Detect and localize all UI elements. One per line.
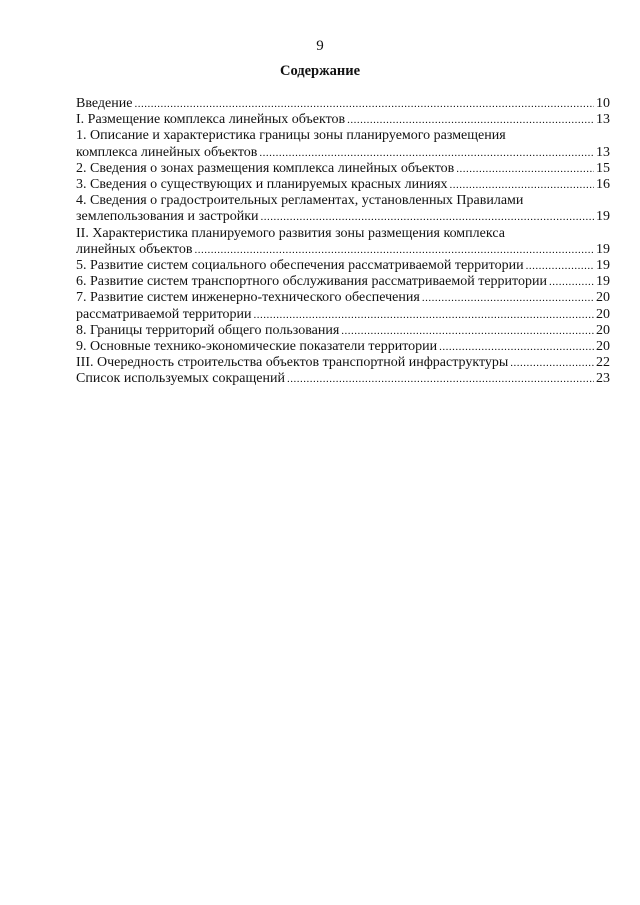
toc-entry-leader-row xyxy=(76,242,610,258)
dot-leader xyxy=(134,96,594,112)
toc-entry-page-number: 13 xyxy=(596,144,610,160)
toc-entry[interactable] xyxy=(76,307,610,323)
dot-leader xyxy=(259,145,594,161)
dot-leader xyxy=(261,209,594,225)
dot-leader xyxy=(456,161,594,177)
dot-leader xyxy=(510,355,594,371)
toc-entry-leader-row xyxy=(76,339,610,355)
page-number: 9 xyxy=(316,38,324,54)
toc-entry-text: I. Размещение комплекса линейных объектов xyxy=(76,112,346,128)
dot-leader xyxy=(287,371,594,387)
toc-entry[interactable] xyxy=(76,339,610,355)
toc-entry-text: землепользования и застройки xyxy=(76,209,259,225)
toc-entry-page-number: 22 xyxy=(596,355,610,371)
toc-entry-leader-row xyxy=(76,145,610,161)
toc-entry-page-number: 19 xyxy=(596,274,610,290)
toc-entry-text: рассматриваемой территории xyxy=(76,306,252,322)
toc-entry-leader-row xyxy=(76,355,610,371)
toc-entry-leader-row xyxy=(76,209,610,225)
toc-entry-text: 7. Развитие систем инженерно-технического обеспечения xyxy=(76,290,420,306)
toc-entry-leader-row xyxy=(76,274,610,290)
dot-leader xyxy=(526,258,594,274)
toc-entry-page-number: 19 xyxy=(596,258,610,274)
toc-entry-line: 4. Сведения о градостроительных регламентах, установленных Правилами xyxy=(76,193,524,209)
toc-entry-line: 1. Описание и характеристика границы зоны планируемого размещения xyxy=(76,128,506,144)
toc-entry-leader-row xyxy=(76,323,610,339)
dot-leader xyxy=(422,290,594,306)
toc-entry-leader-row xyxy=(76,177,610,193)
toc-entry-leader-row xyxy=(76,96,610,112)
toc-entry[interactable] xyxy=(76,355,610,371)
toc-entry-text: 9. Основные технико-экономические показатели территории xyxy=(76,339,438,355)
toc-entry[interactable] xyxy=(76,96,610,112)
dot-leader xyxy=(347,112,594,128)
toc-entry-text: Введение xyxy=(76,96,133,111)
dot-leader xyxy=(254,307,595,323)
dot-leader xyxy=(194,242,594,258)
toc-entry-leader-row xyxy=(76,258,610,274)
toc-entry-leader-row xyxy=(76,161,610,177)
toc-entry-text: 2. Сведения о зонах размещения комплекса линейных объектов xyxy=(76,160,455,176)
toc-entry-text: линейных объектов xyxy=(76,241,193,257)
toc-entry-text: 3. Сведения о существующих и планируемых красных линиях xyxy=(76,177,448,193)
toc-entry-page-number: 20 xyxy=(596,339,610,355)
toc-entry-leader-row xyxy=(76,307,610,323)
toc-entry-page-number: 15 xyxy=(596,160,610,176)
toc-entry-leader-row xyxy=(76,112,610,128)
toc-entry-page-number: 16 xyxy=(596,177,610,193)
toc-entry-page-number: 23 xyxy=(596,371,610,387)
dot-leader xyxy=(450,177,594,193)
dot-leader xyxy=(341,323,594,339)
toc-entry-text: 8. Границы территорий общего пользования xyxy=(76,322,340,338)
toc-entry-text: комплекса линейных объектов xyxy=(76,144,258,160)
toc-entry-text: Список используемых сокращений xyxy=(76,371,285,387)
toc-title: Содержание xyxy=(279,63,361,79)
toc-entry-page-number: 19 xyxy=(596,209,610,225)
table-of-contents xyxy=(76,96,610,388)
toc-entry-page-number: 10 xyxy=(596,96,610,111)
toc-entry[interactable] xyxy=(76,274,610,290)
toc-entry[interactable] xyxy=(76,128,610,160)
toc-entry-leader-row xyxy=(76,290,610,306)
toc-entry-page-number: 13 xyxy=(596,112,610,128)
toc-entry-page-number: 19 xyxy=(596,241,610,257)
toc-entry-leader-row xyxy=(76,371,610,387)
toc-entry[interactable] xyxy=(76,290,610,306)
toc-entry[interactable] xyxy=(76,177,610,193)
dot-leader xyxy=(549,274,594,290)
toc-entry[interactable] xyxy=(76,161,610,177)
toc-entry-page-number: 20 xyxy=(596,290,610,306)
toc-entry[interactable] xyxy=(76,258,610,274)
toc-entry-line: II. Характеристика планируемого развития зоны размещения комплекса xyxy=(76,225,505,241)
toc-entry[interactable] xyxy=(76,323,610,339)
toc-entry-text: 5. Развитие систем социального обеспечения рассматриваемой территории xyxy=(76,258,524,274)
toc-entry-page-number: 20 xyxy=(596,322,610,338)
toc-entry[interactable] xyxy=(76,193,610,225)
toc-entry[interactable] xyxy=(76,371,610,387)
toc-entry[interactable] xyxy=(76,112,610,128)
toc-entry-text: 6. Развитие систем транспортного обслуживания рассматриваемой территории xyxy=(76,274,547,290)
toc-entry-text: III. Очередность строительства объектов транспортной инфраструктуры xyxy=(76,355,509,371)
toc-entry-page-number: 20 xyxy=(596,306,610,322)
dot-leader xyxy=(439,339,594,355)
toc-entry[interactable] xyxy=(76,226,610,258)
